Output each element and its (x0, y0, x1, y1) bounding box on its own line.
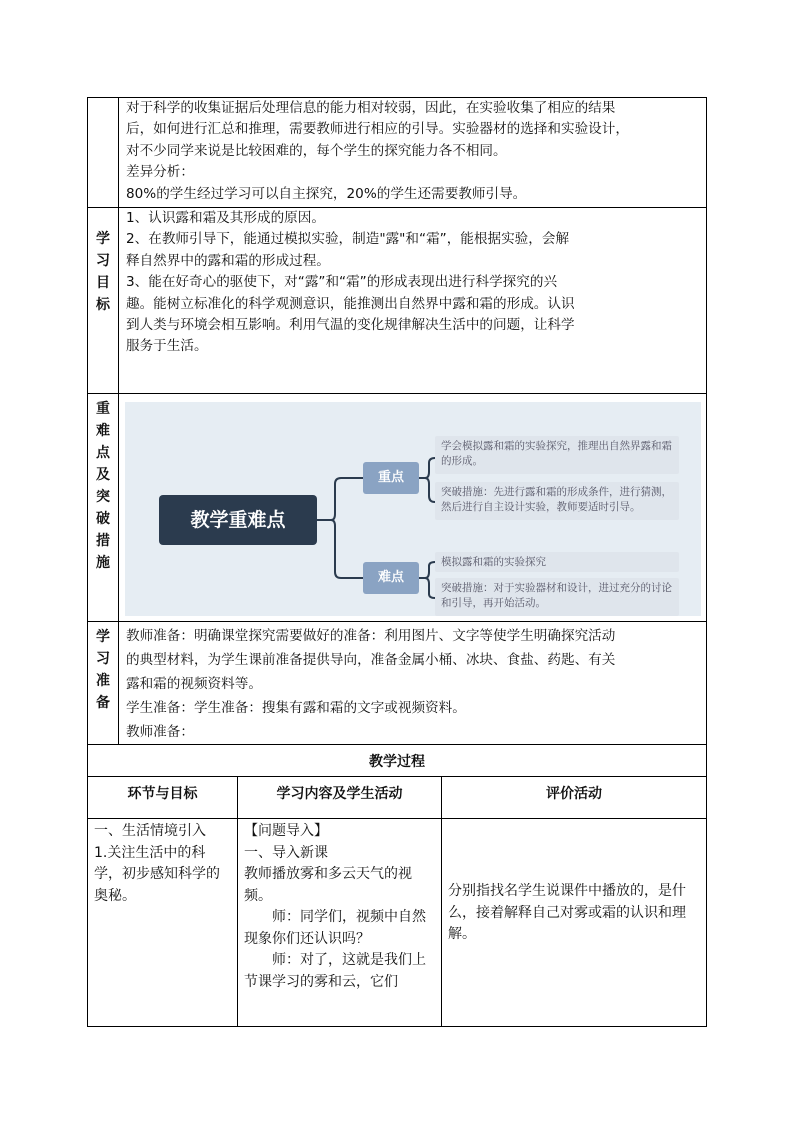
activity-text: 师：对了，这就是我们上节课学习的雾和云，它们 (244, 952, 426, 990)
analysis-line: 对于科学的收集证据后处理信息的能力相对较弱，因此，在实验收集了相应的结果 (126, 100, 616, 116)
label-char: 突 (96, 489, 110, 505)
key-point-leaf: 学会模拟露和霜的实验探究，推理出自然界露和霜的形成。 (435, 436, 679, 474)
stage-goal: 1.关注生活中的科学，初步感知科学的奥秘。 (94, 844, 220, 904)
objective-line: 1、认识露和霜及其形成的原因。 (126, 210, 325, 226)
lesson-plan-page (87, 97, 706, 1027)
label-char: 准 (96, 673, 110, 689)
evaluation-text: 分别指找名学生说课件中播放的，是什么，接着解释自己对雾或霜的认识和理解。 (448, 883, 686, 943)
preparation-line: 学生准备：学生准备：搜集有露和霜的文字或视频资料。 (126, 700, 466, 716)
content-activity-cell (238, 819, 442, 1027)
objective-line: 趣。能树立标准化的科学观测意识，能推测出自然界中露和霜的形成。认识 (126, 295, 575, 312)
activity-heading: 【问题导入】 (244, 823, 328, 839)
activity-text: 教师播放雾和多云天气的视频。 (244, 866, 412, 904)
preparation-line: 教师准备：明确课堂探究需要做好的准备：利用图片、文字等使学生明确探究活动 (126, 628, 616, 644)
analysis-row (88, 98, 707, 208)
preparation-line: 露和霜的视频资料等。 (126, 676, 262, 692)
mind-map-root: 教学重难点 (159, 495, 317, 545)
label-char: 习 (96, 253, 110, 269)
process-header-row (88, 777, 707, 819)
header-evaluation: 评价活动 (442, 777, 707, 819)
label-char: 标 (96, 297, 110, 313)
evaluation-cell (442, 819, 707, 1027)
preparation-line: 的典型材料，为学生课前准备提供导向，准备金属小桶、冰块、食盐、药匙、有关 (126, 652, 616, 668)
process-content-row (88, 819, 707, 1027)
label-char: 习 (96, 651, 110, 667)
difficult-point-node: 难点 (363, 562, 419, 594)
analysis-line: 80%的学生经过学习可以自主探究，20%的学生还需要教师引导。 (126, 185, 527, 202)
process-title: 教学过程 (88, 745, 707, 777)
objectives-row (88, 208, 707, 394)
analysis-line: 后，如何进行汇总和推理，需要教师进行相应的引导。实验器材的选择和实验设计， (126, 121, 629, 138)
objective-line: 到人类与环境会相互影响。利用气温的变化规律解决生活中的问题，让科学 (126, 317, 575, 334)
header-content-activity: 学习内容及学生活动 (238, 777, 442, 819)
preparation-line: 教师准备： (126, 724, 194, 740)
header-stage-goal: 环节与目标 (88, 777, 238, 819)
label-char: 学 (96, 629, 110, 645)
label-char: 施 (96, 555, 110, 571)
analysis-text (119, 98, 707, 208)
key-points-row (88, 394, 707, 622)
mind-map (125, 402, 701, 616)
process-title-row (88, 745, 707, 777)
difficult-point-leaf: 模拟露和霜的实验探究 (435, 552, 679, 572)
label-char: 学 (96, 231, 110, 247)
label-char: 备 (96, 695, 110, 711)
label-char: 点 (96, 445, 110, 461)
stage-title: 一、生活情境引入 (94, 823, 206, 839)
preparation-text (119, 622, 707, 745)
key-point-measure-leaf: 突破措施：先进行露和霜的形成条件，进行猜测，然后进行自主设计实验，教师要适时引导。 (435, 482, 679, 520)
activity-subheading: 一、导入新课 (244, 844, 328, 861)
objectives-text (119, 208, 707, 394)
objective-line: 服务于生活。 (126, 338, 208, 355)
objective-line: 3、能在好奇心的驱使下，对“露”和“霜”的形成表现出进行科学探究的兴 (126, 274, 558, 291)
preparation-label (88, 622, 119, 745)
key-point-node: 重点 (363, 462, 419, 494)
difference-analysis-heading: 差异分析： (126, 164, 194, 181)
label-char: 难 (96, 423, 110, 439)
objective-line: 释自然界中的露和霜的形成过程。 (126, 252, 330, 269)
key-points-label (88, 394, 119, 622)
label-char: 措 (96, 533, 110, 549)
analysis-line: 对不少同学来说是比较困难的，每个学生的探究能力各不相同。 (126, 142, 507, 159)
objective-line: 2、在教师引导下，能通过模拟实验，制造"露"和“霜”，能根据实验，会解 (126, 231, 570, 248)
preparation-row (88, 622, 707, 745)
lesson-plan-table (87, 97, 707, 1027)
label-char: 破 (96, 511, 110, 527)
mind-map-cell (119, 394, 707, 622)
label-char: 重 (96, 401, 110, 417)
difficult-point-measure-leaf: 突破措施：对于实验器材和设计，进过充分的讨论和引导，再开始活动。 (435, 578, 679, 616)
stage-goal-cell (88, 819, 238, 1027)
analysis-label-cell (88, 98, 119, 208)
label-char: 目 (96, 275, 110, 291)
activity-text: 师：同学们，视频中自然现象你们还认识吗？ (244, 909, 426, 947)
objectives-label (88, 208, 119, 394)
label-char: 及 (96, 467, 110, 483)
